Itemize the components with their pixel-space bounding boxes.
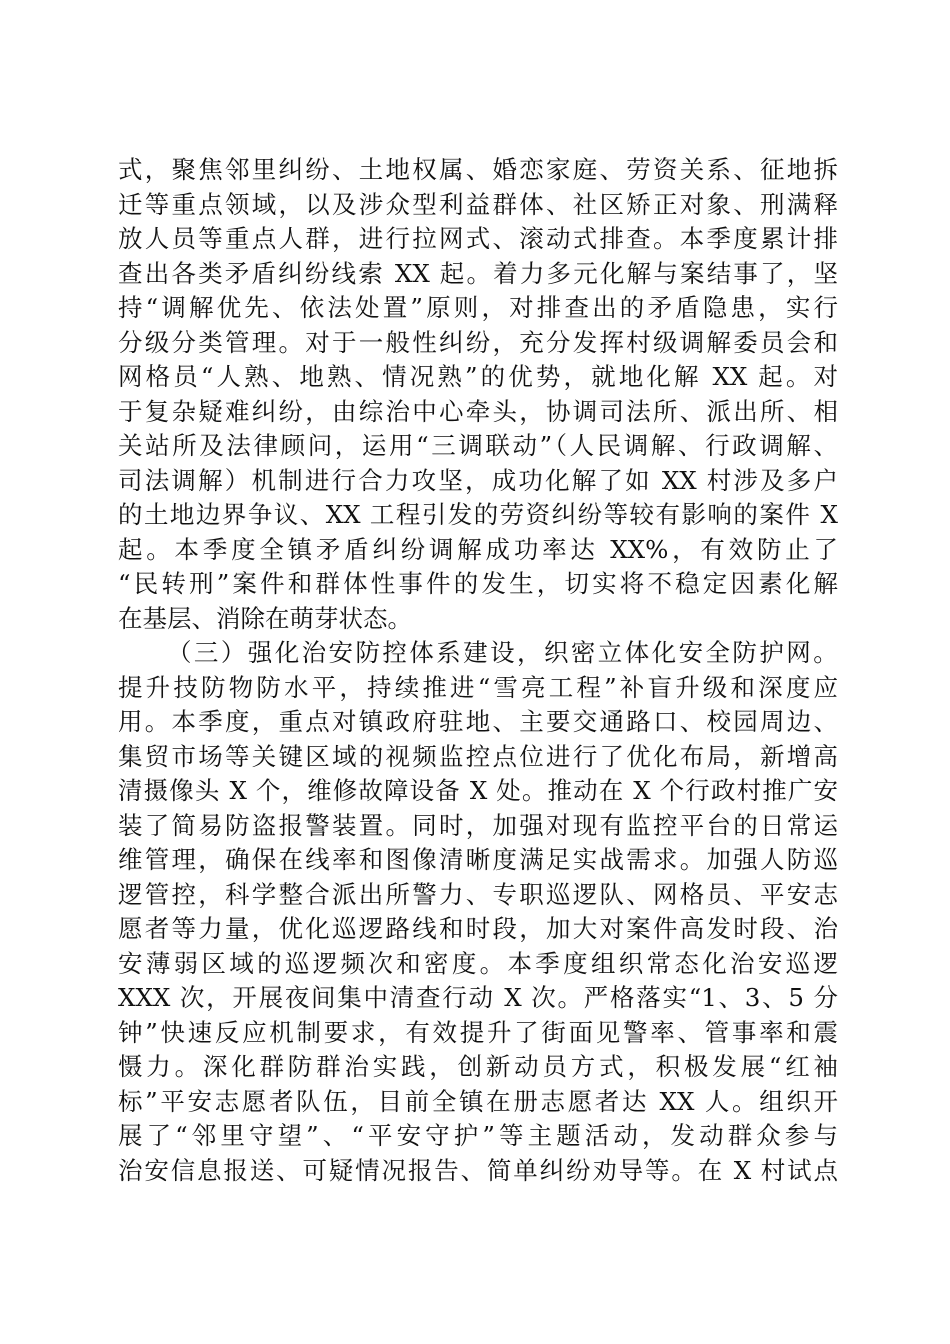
paragraph-line: 在基层、消除在萌芽状态。 <box>118 603 412 633</box>
paragraph-line: “民转刑”案件和群体性事件的发生，切实将不稳定因素化解 <box>118 569 838 598</box>
paragraph-line: 于复杂疑难纠纷，由综治中心牵头，协调司法所、派出所、相 <box>118 396 838 426</box>
paragraph-line: 网格员“人熟、地熟、情况熟”的优势，就地化解 XX 起。对 <box>118 362 838 391</box>
paragraph-line: 集贸市场等关键区域的视频监控点位进行了优化布局，新增高 <box>118 741 838 771</box>
paragraph-line: 维管理，确保在线率和图像清晰度满足实战需求。加强人防巡 <box>118 845 838 874</box>
paragraph-line: 慑力。深化群防群治实践，创新动员方式，积极发展“红袖 <box>118 1052 838 1081</box>
paragraph-line: 起。本季度全镇矛盾纠纷调解成功率达 XX%，有效防止了 <box>118 534 838 564</box>
paragraph-line: 式，聚焦邻里纠纷、土地权属、婚恋家庭、劳资关系、征地拆 <box>118 155 838 184</box>
paragraph-line: 司法调解）机制进行合力攻坚，成功化解了如 XX 村涉及多户 <box>118 465 838 495</box>
paragraph-line: 查出各类矛盾纠纷线索 XX 起。着力多元化解与案结事了，坚 <box>118 258 838 288</box>
paragraph-line: 提升技防物防水平，持续推进“雪亮工程”补盲升级和深度应 <box>118 672 838 702</box>
paragraph-line: 逻管控，科学整合派出所警力、专职巡逻队、网格员、平安志 <box>118 879 838 909</box>
paragraph-line: 愿者等力量，优化巡逻路线和时段，加大对案件高发时段、治 <box>118 914 838 943</box>
paragraph-line: XXX 次，开展夜间集中清查行动 X 次。严格落实“1、3、5 分 <box>118 983 838 1012</box>
paragraph-line: 安薄弱区域的巡逻频次和密度。本季度组织常态化治安巡逻 <box>118 948 838 978</box>
paragraph-line: 迁等重点领域，以及涉众型利益群体、社区矫正对象、刑满释 <box>118 189 838 219</box>
paragraph-line: 的土地边界争议、XX 工程引发的劳资纠纷等较有影响的案件 X <box>118 500 838 529</box>
paragraph-line: 用。本季度，重点对镇政府驻地、主要交通路口、校园周边、 <box>118 707 838 736</box>
section-heading: （三）强化治安防控体系建设，织密立体化安全防护网。 <box>167 638 838 667</box>
paragraph-line: 放人员等重点人群，进行拉网式、滚动式排查。本季度累计排 <box>118 224 838 253</box>
paragraph-line: 分级分类管理。对于一般性纠纷，充分发挥村级调解委员会和 <box>118 327 838 357</box>
paragraph-line: 钟”快速反应机制要求，有效提升了街面见警率、管事率和震 <box>118 1017 838 1047</box>
paragraph-line: 持“调解优先、依法处置”原则，对排查出的矛盾隐患，实行 <box>118 293 838 322</box>
paragraph-line: 展了“邻里守望”、“平安守护”等主题活动，发动群众参与 <box>118 1121 838 1150</box>
paragraph-line: 装了简易防盗报警装置。同时，加强对现有监控平台的日常运 <box>118 810 838 840</box>
paragraph-line: 治安信息报送、可疑情况报告、简单纠纷劝导等。在 X 村试点 <box>118 1155 838 1185</box>
body-text <box>118 153 838 1188</box>
paragraph-line: 标”平安志愿者队伍，目前全镇在册志愿者达 XX 人。组织开 <box>118 1086 838 1116</box>
paragraph-line: 关站所及法律顾问，运用“三调联动”（人民调解、行政调解、 <box>118 431 838 460</box>
paragraph-line: 清摄像头 X 个，维修故障设备 X 处。推动在 X 个行政村推广安 <box>118 776 838 805</box>
